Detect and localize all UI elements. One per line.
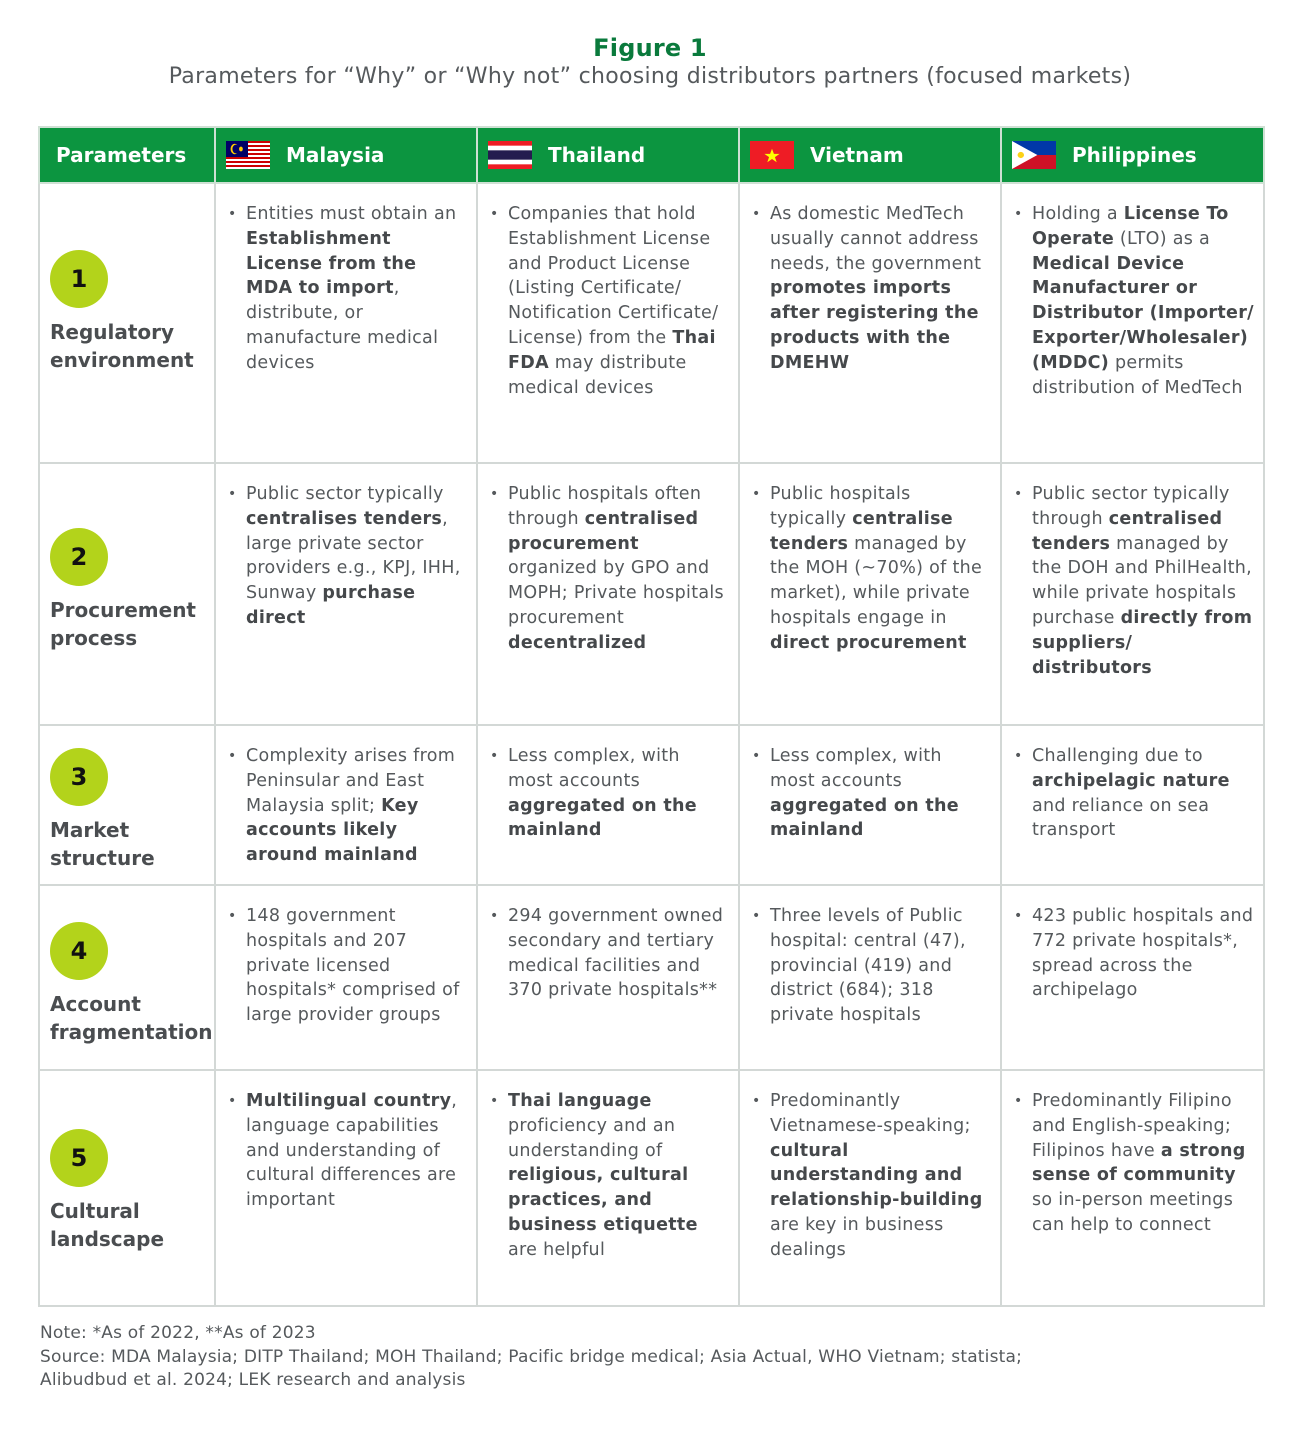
header-label: Parameters [56, 143, 187, 167]
cell-thailand: • 294 government owned secondary and tertiary medical facilities and 370 private hospitals** [477, 885, 739, 1070]
cell-vietnam: • Three levels of Public hospital: central (47), provincial (419) and district (684); 318 private hospitals [739, 885, 1001, 1070]
cell-malaysia: • Public sector typically centralises tenders, large private sector providers e.g., KPJ, IHH, Sunway purchase direct [215, 463, 477, 725]
source-text-line1: Source: MDA Malaysia; DITP Thailand; MOH Thailand; Pacific bridge medical; Asia Actual, WHO Vietnam; statista; [40, 1346, 1023, 1367]
cell-vietnam: • Less complex, with most accounts aggregated on the mainland [739, 725, 1001, 885]
header-vietnam [739, 127, 1001, 183]
parameter-number-badge: 1 [50, 250, 108, 308]
cell-thailand: • Companies that hold Establishment License and Product License (Listing Certificate/ Notification Certificate/ License) from the Thai FDA may distribute medical devices [477, 183, 739, 463]
table-row-procurement [39, 463, 1264, 725]
header-label: Philippines [1072, 143, 1197, 167]
cell-vietnam: • As domestic MedTech usually cannot address needs, the government promotes imports after registering the products with the DMEHW [739, 183, 1001, 463]
parameter-cell [39, 885, 215, 1070]
cell-vietnam: • Public hospitals typically centralise tenders managed by the MOH (~70%) of the market), while private hospitals engage in direct procurement [739, 463, 1001, 725]
header-philippines [1001, 127, 1264, 183]
comparison-table [38, 126, 1265, 1307]
parameter-cell [39, 463, 215, 725]
cell-thailand: • Thai language proficiency and an understanding of religious, cultural practices, and business etiquette are helpful [477, 1070, 739, 1306]
header-thailand [477, 127, 739, 183]
cell-philippines: • Challenging due to archipelagic nature and reliance on sea transport [1001, 725, 1264, 885]
header-label: Malaysia [286, 143, 385, 167]
cell-malaysia: • Complexity arises from Peninsular and East Malaysia split; Key accounts likely around mainland [215, 725, 477, 885]
parameter-number-badge: 5 [50, 1129, 108, 1187]
source-text-line2: Alibudbud et al. 2024; LEK research and analysis [40, 1370, 466, 1390]
cell-philippines: • Predominantly Filipino and English-speaking; Filipinos have a strong sense of community so in-person meetings can help to connect [1001, 1070, 1264, 1306]
cell-philippines: • Public sector typically through centralised tenders managed by the DOH and PhilHealth, while private hospitals purchase directly from suppliers/ distributors [1001, 463, 1264, 725]
header-label: Vietnam [810, 143, 904, 167]
cell-thailand: • Public hospitals often through centralised procurement organized by GPO and MOPH; Private hospitals procurement decentralized [477, 463, 739, 725]
table-row-regulatory [39, 183, 1264, 463]
parameter-cell [39, 1070, 215, 1306]
parameter-label: Account fragmentation [50, 992, 213, 1044]
table-row-cultural-landscape [39, 1070, 1264, 1306]
figure-title: Figure 1 [593, 34, 707, 62]
table-header-row [39, 127, 1264, 183]
cell-malaysia: • Multilingual country, language capabilities and understanding of cultural differences are important [215, 1070, 477, 1306]
header-label: Thailand [548, 143, 646, 167]
parameter-number-badge: 4 [50, 922, 108, 980]
cell-malaysia: • Entities must obtain an Establishment License from the MDA to import, distribute, or manufacture medical devices [215, 183, 477, 463]
thailand-flag-icon [488, 141, 532, 169]
parameter-label: Regulatory environment [50, 320, 194, 372]
cell-vietnam: • Predominantly Vietnamese-speaking; cultural understanding and relationship-building are key in business dealings [739, 1070, 1001, 1306]
parameter-cell [39, 725, 215, 885]
philippines-flag-icon [1012, 141, 1056, 169]
parameter-label: Market structure [50, 818, 155, 870]
cell-malaysia: • 148 government hospitals and 207 private licensed hospitals* comprised of large provider groups [215, 885, 477, 1070]
cell-thailand: • Less complex, with most accounts aggregated on the mainland [477, 725, 739, 885]
footnotes [40, 1322, 1022, 1393]
note-text: Note: *As of 2022, **As of 2023 [40, 1323, 316, 1343]
cell-philippines: • Holding a License To Operate (LTO) as a Medical Device Manufacturer or Distributor (Importer/ Exporter/Wholesaler) (MDDC) permits distribution of MedTech [1001, 183, 1264, 463]
vietnam-flag-icon [750, 141, 794, 169]
header-malaysia [215, 127, 477, 183]
parameter-number-badge: 2 [50, 528, 108, 586]
table-row-account-fragmentation [39, 885, 1264, 1070]
cell-philippines: • 423 public hospitals and 772 private hospitals*, spread across the archipelago [1001, 885, 1264, 1070]
malaysia-flag-icon [226, 141, 270, 169]
parameter-label: Procurement process [50, 598, 196, 650]
table-row-market-structure [39, 725, 1264, 885]
header-parameters [39, 127, 215, 183]
figure-subtitle: Parameters for “Why” or “Why not” choosing distributors partners (focused markets) [168, 64, 1132, 89]
parameter-number-badge: 3 [50, 748, 108, 806]
parameter-cell [39, 183, 215, 463]
parameter-label: Cultural landscape [50, 1199, 165, 1251]
